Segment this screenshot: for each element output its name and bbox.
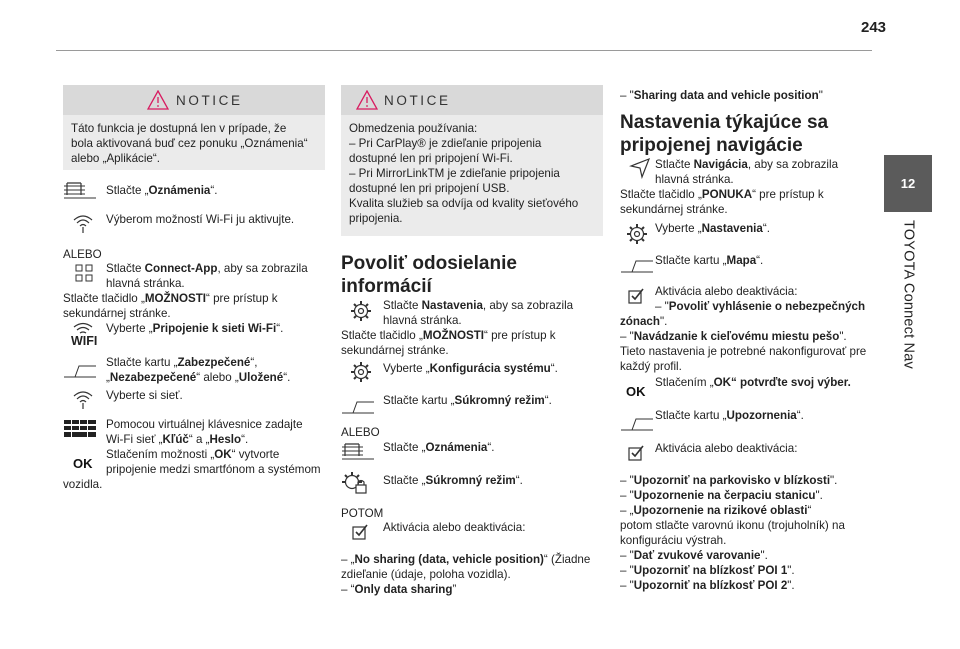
option-text: – "Dať zvukové varovanie".	[620, 549, 768, 562]
step-text: Aktivácia alebo deaktivácia:	[383, 521, 526, 534]
step-text: vozidla.	[63, 478, 103, 491]
step-text: každý profil.	[620, 360, 682, 373]
apps-grid-icon	[75, 264, 93, 282]
wifi-icon	[72, 388, 94, 410]
step-text: Výberom možností Wi-Fi ju aktivujte.	[106, 213, 295, 226]
step-text: Stlačte „Oznámenia“.	[383, 441, 495, 454]
chapter-number: 12	[900, 176, 916, 191]
notice-line: bola aktivovaná buď cez ponuku „Oznámenia“	[71, 137, 308, 150]
notice-text	[349, 121, 578, 226]
checkbox-icon	[628, 288, 644, 304]
step-text: Stlačte tlačidlo „MOŽNOSTI“ pre prístup k	[341, 329, 556, 342]
ok-icon: OK	[73, 456, 93, 471]
option-text: – „Upozornenie na rizikové oblasti“	[620, 504, 812, 517]
gear-icon	[350, 300, 372, 322]
gear-icon	[350, 361, 372, 383]
notifications-icon	[63, 180, 97, 202]
wifi-icon	[72, 321, 94, 335]
option-text: – "Upozorniť na blízkosť POI 2".	[620, 579, 795, 592]
checkbox-icon	[628, 445, 644, 461]
step-text: hlavná stránka.	[383, 314, 462, 327]
option-text: – "Sharing data and vehicle position"	[620, 89, 823, 102]
chapter-title-text: TOYOTA Connect Nav	[900, 220, 917, 369]
step-text: konfiguráciu výstrah.	[620, 534, 727, 547]
alebo-label: ALEBO	[341, 426, 380, 439]
step-text: Stlačte Navigácia, aby sa zobrazila	[655, 158, 839, 171]
page-number: 243	[861, 19, 887, 36]
option-text: – "Povoliť vyhlásenie o nebezpečných	[655, 300, 866, 313]
step-text: Wi-Fi sieť „Kľúč“ a „Heslo“.	[106, 433, 249, 446]
step-text: Stlačte „Súkromný režim“.	[383, 474, 523, 487]
notice-line: Kvalita služieb sa odvíja od kvality sieťového	[349, 197, 579, 210]
notice-line: – Pri MirrorLinkTM je zdieľanie pripojenia	[349, 167, 560, 180]
wifi-label: WIFI	[71, 334, 98, 348]
step-text: Stlačte tlačidlo „PONUKA“ pre prístup k	[620, 188, 824, 201]
notice-line: Táto funkcia je dostupná len v prípade, že	[71, 122, 287, 135]
step-text: Aktivácia alebo deaktivácia:	[655, 285, 798, 298]
step-text: Pomocou virtuálnej klávesnice zadajte	[106, 418, 303, 431]
step-text: Stlačením možnosti „OK“ vytvorte	[106, 448, 280, 461]
section-heading: Povoliť odosielanie informácií	[341, 253, 517, 297]
notice-text	[71, 121, 308, 166]
navigation-icon	[629, 157, 651, 179]
step-text: Vyberte si sieť.	[106, 389, 183, 402]
notice-line: Obmedzenia používania:	[349, 122, 478, 135]
gear-icon	[626, 223, 648, 245]
notice-line: dostupné len pri pripojení USB.	[349, 182, 510, 195]
step-text: hlavná stránka.	[106, 277, 185, 290]
notice-line: alebo „Aplikácie“.	[71, 152, 160, 165]
step-text: Stlačte kartu „Upozornenia“.	[655, 409, 804, 422]
warning-triangle-icon	[356, 90, 378, 110]
keyboard-icon	[63, 419, 97, 439]
potom-label: POTOM	[341, 507, 384, 520]
step-text: Tieto nastavenia je potrebné nakonfigurovať pre	[620, 345, 867, 358]
step-text: Aktivácia alebo deaktivácia:	[655, 442, 798, 455]
step-text: Vyberte „Nastavenia“.	[655, 222, 770, 235]
step-text: „Nezabezpečené“ alebo „Uložené“.	[106, 371, 291, 384]
private-mode-icon	[341, 471, 371, 495]
checkbox-icon	[352, 524, 368, 540]
step-text: Stlačte kartu „Mapa“.	[655, 254, 764, 267]
option-text: – „No sharing (data, vehicle position)“ (Žiadne	[341, 553, 591, 566]
alebo-label: ALEBO	[63, 248, 102, 261]
option-text: – "Upozorniť na parkovisko v blízkosti".	[620, 474, 838, 487]
step-text: Stlačte Connect-App, aby sa zobrazila	[106, 262, 308, 275]
option-text: – "Upozorniť na blízkosť POI 1".	[620, 564, 795, 577]
notice-box-1	[63, 85, 325, 170]
step-text: Stlačte tlačidlo „MOŽNOSTI“ pre prístup k	[63, 292, 278, 305]
step-text: sekundárnej stránke.	[63, 307, 171, 320]
step-text: potom stlačte varovnú ikonu (trojuholník) na	[620, 519, 845, 532]
option-text: – “Only data sharing”	[341, 583, 457, 596]
notice-line: pripojenia.	[349, 212, 403, 225]
step-text: Stlačte kartu „Zabezpečené“,	[106, 356, 258, 369]
ok-icon: OK	[626, 384, 646, 399]
step-text: Vyberte „Pripojenie k sieti Wi-Fi“.	[106, 322, 284, 335]
option-text: zónach".	[620, 315, 668, 328]
notifications-icon	[341, 441, 375, 463]
notice-title: NOTICE	[176, 93, 243, 108]
header-divider	[56, 50, 872, 51]
step-text: Stlačte Nastavenia, aby sa zobrazila	[383, 299, 574, 312]
notice-header	[341, 85, 603, 115]
option-text: – "Navádzanie k cieľovému miestu pešo".	[620, 330, 847, 343]
wifi-icon	[72, 212, 94, 234]
section-heading: Nastavenia týkajúce sa pripojenej navigácie	[620, 112, 829, 156]
step-text: Vyberte „Konfigurácia systému“.	[383, 362, 558, 375]
step-text: pripojenie medzi smartfónom a systémom	[106, 463, 321, 476]
tab-icon	[63, 362, 97, 378]
notice-line: dostupné len pri pripojení Wi-Fi.	[349, 152, 513, 165]
notice-box-2	[341, 85, 603, 236]
step-text: Stlačte kartu „Súkromný režim“.	[383, 394, 552, 407]
notice-line: – Pri CarPlay® je zdieľanie pripojenia	[349, 137, 542, 150]
warning-triangle-icon	[147, 90, 169, 110]
option-text: zdieľanie (údaje, poloha vozidla).	[341, 568, 511, 581]
step-text: Stlačte „Oznámenia“.	[106, 184, 218, 197]
chapter-title	[880, 220, 936, 450]
step-text: hlavná stránka.	[655, 173, 734, 186]
step-text: Stlačením „OK“ potvrďte svoj výber.	[655, 376, 851, 389]
notice-title: NOTICE	[384, 93, 451, 108]
tab-icon	[341, 398, 375, 414]
chapter-tab	[884, 155, 932, 212]
step-text: sekundárnej stránke.	[620, 203, 728, 216]
tab-icon	[620, 415, 654, 431]
tab-icon	[620, 257, 654, 273]
step-text: sekundárnej stránke.	[341, 344, 449, 357]
option-text: – "Upozornenie na čerpaciu stanicu".	[620, 489, 823, 502]
